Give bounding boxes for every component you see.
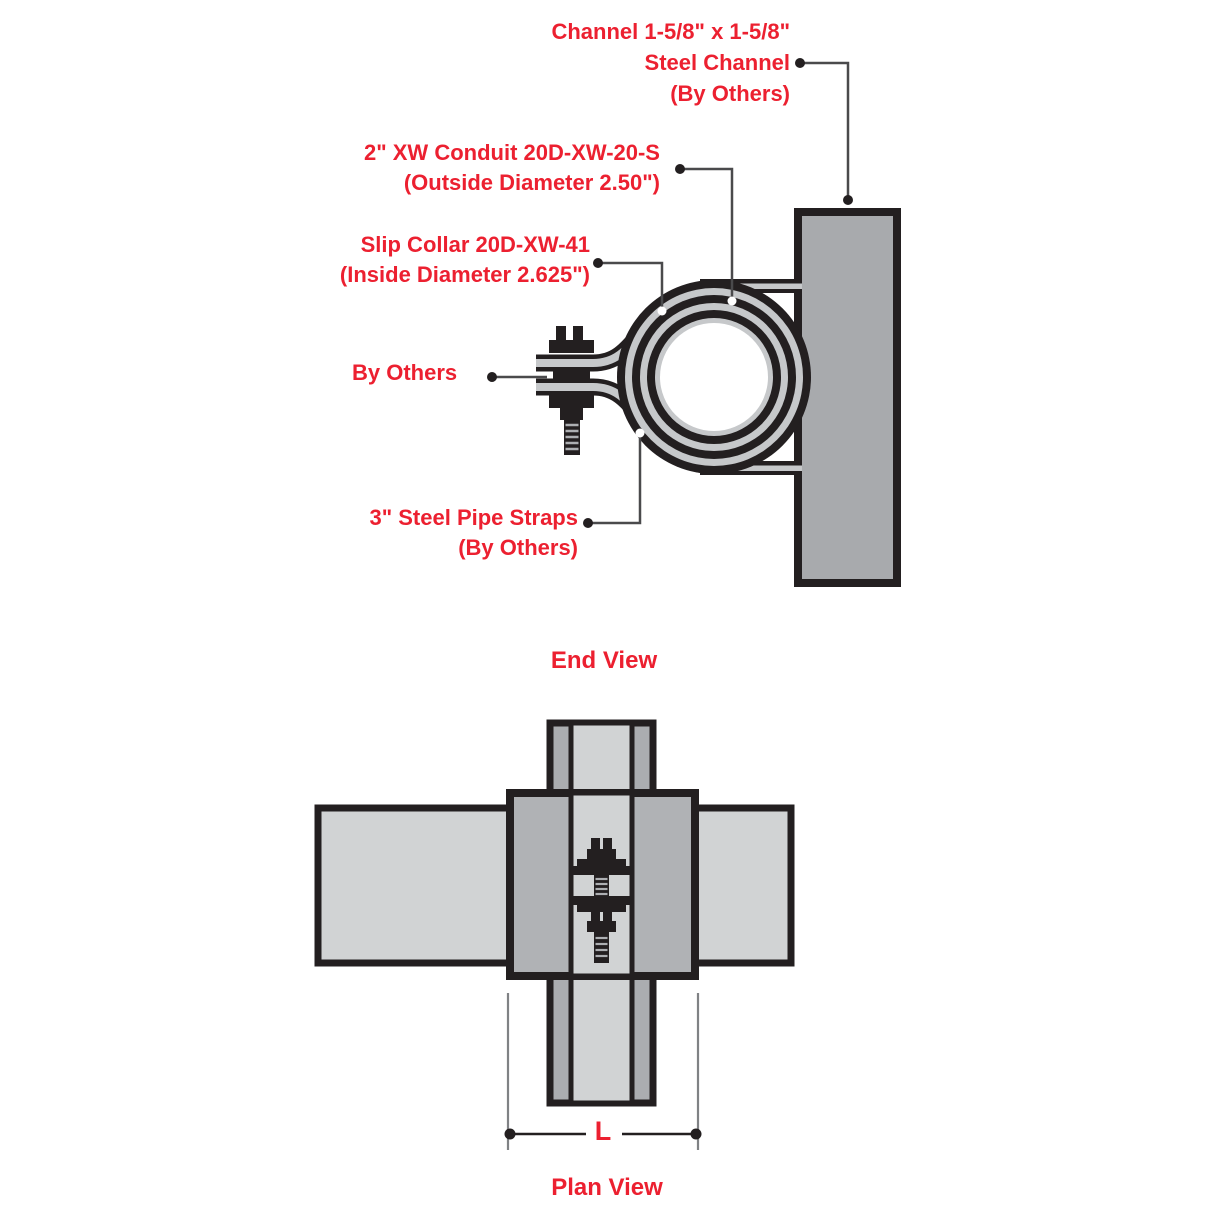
- label-by-others-line1: By Others: [352, 360, 458, 385]
- steel-channel: [798, 212, 897, 583]
- label-slip-collar-line2: (Inside Diameter 2.625"): [339, 262, 590, 287]
- label-steel-channel-line2: Steel Channel: [644, 50, 790, 75]
- plan-view-caption: Plan View: [551, 1174, 663, 1201]
- label-steel-channel-line1: Channel 1-5/8" x 1-5/8": [551, 19, 790, 44]
- label-slip-collar-line1: Slip Collar 20D-XW-41: [360, 232, 590, 257]
- label-pipe-straps: [369, 503, 578, 563]
- pipe-strap-ring: [617, 280, 811, 474]
- label-conduit: [364, 138, 660, 198]
- channel-right: [691, 808, 791, 963]
- label-steel-channel: [551, 16, 790, 109]
- plan-view-drawing: [318, 723, 791, 1150]
- channel-left: [318, 808, 514, 963]
- dimension-l-label: L: [594, 1116, 612, 1146]
- label-slip-collar: [340, 230, 590, 290]
- end-view-caption: End View: [550, 647, 658, 674]
- label-by-others: [352, 360, 457, 386]
- label-conduit-line2: (Outside Diameter 2.50"): [403, 170, 660, 195]
- label-pipe-straps-line2: (By Others): [458, 535, 578, 560]
- bolt-nut: [553, 369, 590, 383]
- label-pipe-straps-line1: 3" Steel Pipe Straps: [369, 505, 578, 530]
- label-steel-channel-line3: (By Others): [670, 81, 790, 106]
- label-conduit-line1: 2" XW Conduit 20D-XW-20-S: [363, 140, 660, 165]
